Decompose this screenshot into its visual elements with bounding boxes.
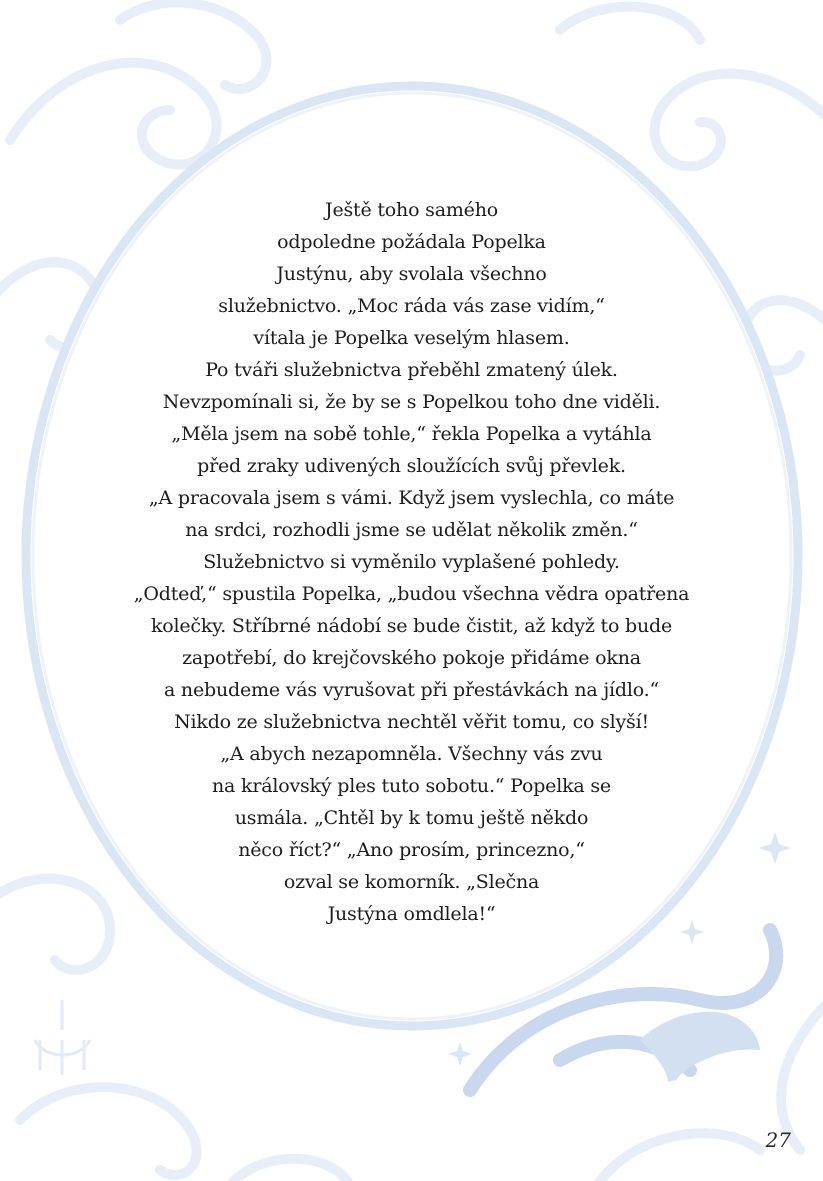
text-line: Nevzpomínali si, že by se s Popelkou toho dne viděli. xyxy=(162,391,661,413)
text-line: Ještě toho samého xyxy=(325,199,498,221)
text-line: Služebnictvo si vyměnilo vyplašené pohledy. xyxy=(203,551,620,573)
text-line: „A abych nezapomněla. Všechny vás zvu xyxy=(220,743,603,765)
glass-slipper-icon xyxy=(640,1012,760,1082)
text-line: něco říct?“ „Ano prosím, princezno,“ xyxy=(238,839,585,861)
text-line: na královský ples tuto sobotu.“ Popelka se xyxy=(212,775,611,797)
text-line: kolečky. Stříbrné nádobí se bude čistit, až když to bude xyxy=(150,615,673,637)
story-text xyxy=(100,194,723,930)
text-line: Po tváři služebnictva přeběhl zmatený úlek. xyxy=(205,359,618,381)
text-line: služebnictvo. „Moc ráda vás zase vidím,“ xyxy=(218,295,605,317)
text-line: zapotřebí, do krejčovského pokoje přidáme okna xyxy=(182,647,641,669)
page-number: 27 xyxy=(765,1128,791,1152)
text-line: ozval se komorník. „Slečna xyxy=(283,871,540,893)
text-line: „Měla jsem na sobě tohle,“ řekla Popelka a vytáhla xyxy=(171,423,652,445)
text-line: usmála. „Chtěl by k tomu ještě někdo xyxy=(234,807,589,829)
text-line: Justýnu, aby svolala všechno xyxy=(276,263,547,285)
text-line: na srdci, rozhodli jsme se udělat několik změn.“ xyxy=(185,519,638,541)
text-line: „A pracovala jsem s vámi. Když jsem vyslechla, co máte xyxy=(148,487,675,509)
text-line: před zraky udivených sloužících svůj převlek. xyxy=(197,455,626,477)
chandelier-icon xyxy=(35,1000,90,1075)
text-line: Nikdo ze služebnictva nechtěl věřit tomu, co slyší! xyxy=(174,711,649,733)
text-line: Justýna omdlela!“ xyxy=(327,903,496,925)
text-line: „Odteď,“ spustila Popelka, „budou všechna vědra opatřena xyxy=(133,583,690,605)
text-line: a nebudeme vás vyrušovat při přestávkách na jídlo.“ xyxy=(163,679,660,701)
text-line: vítala je Popelka veselým hlasem. xyxy=(253,327,570,349)
text-line: odpoledne požádala Popelka xyxy=(277,231,546,253)
